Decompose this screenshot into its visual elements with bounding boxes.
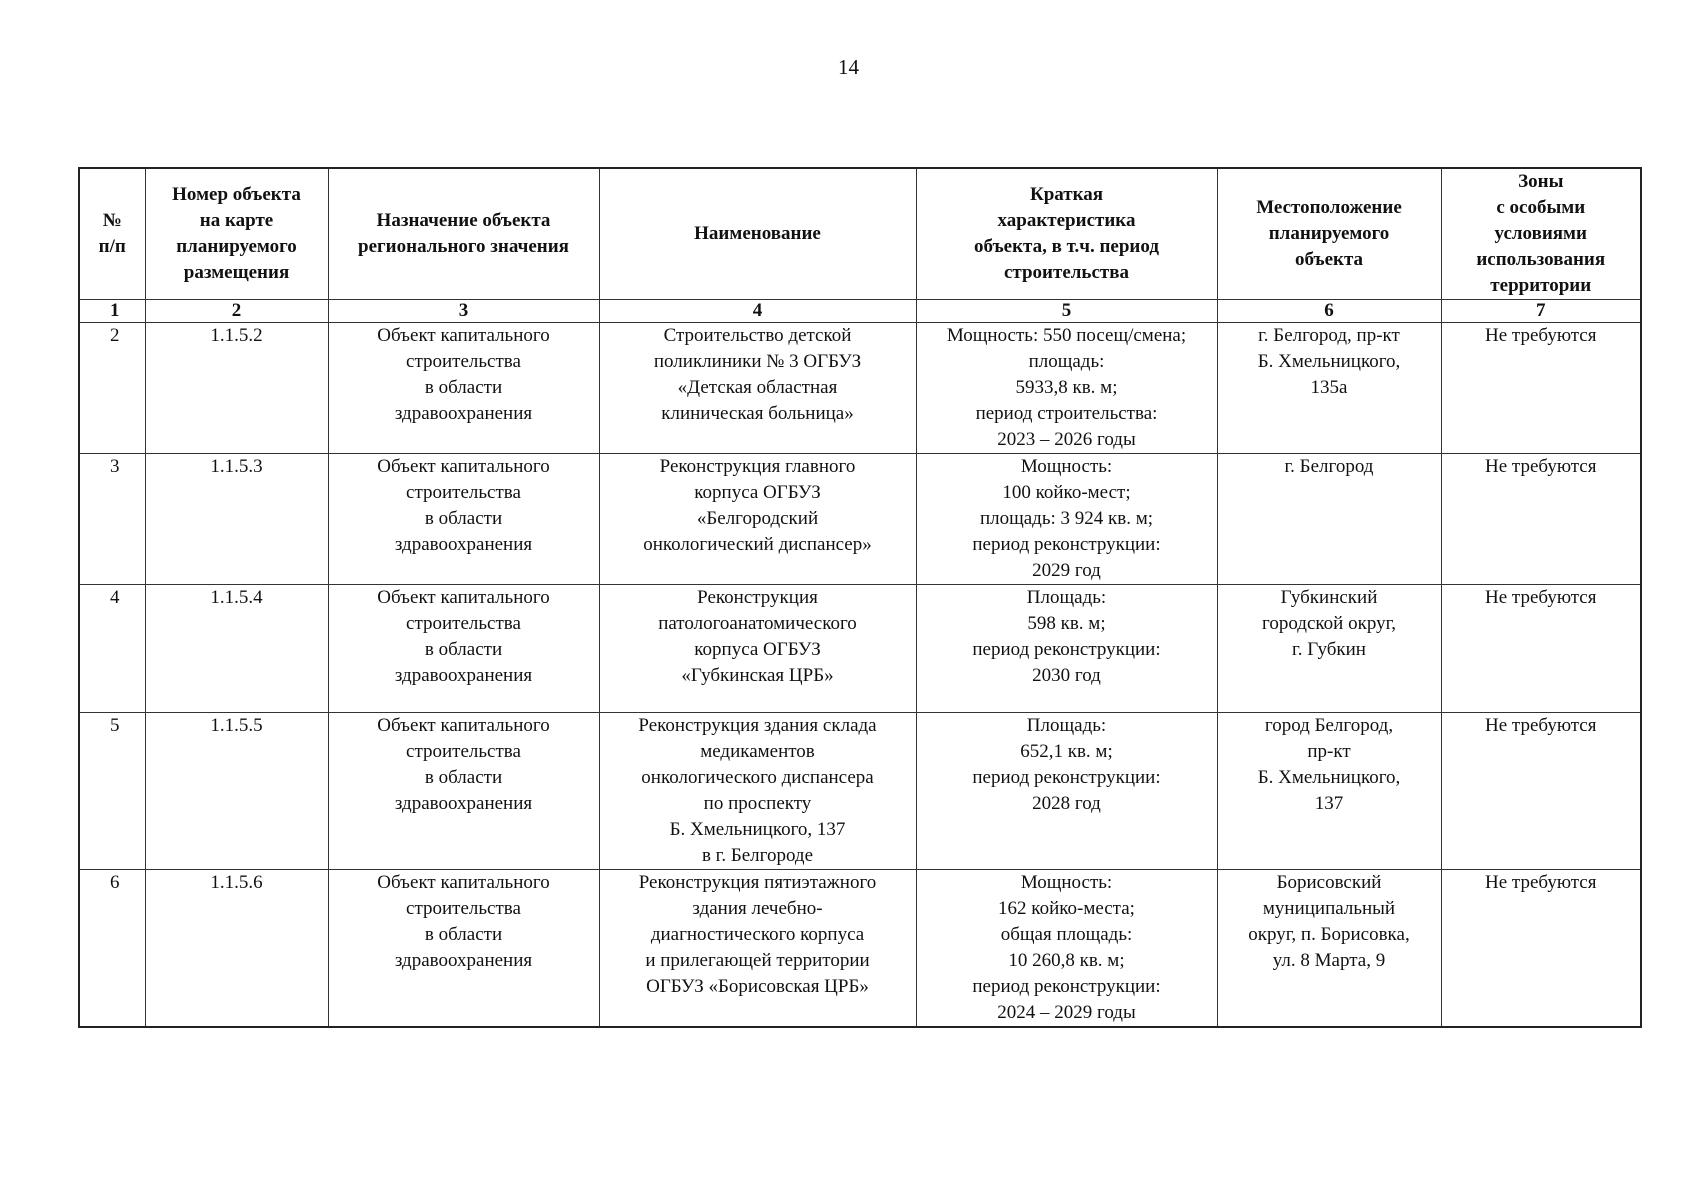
cell-zones: Не требуются [1441, 454, 1641, 585]
cell-purpose: Объект капитального строительства в области здравоохранения [328, 870, 599, 1028]
cell-location: Борисовский муниципальный округ, п. Борисовка, ул. 8 Марта, 9 [1217, 870, 1441, 1028]
cell-zones: Не требуются [1441, 585, 1641, 713]
column-number: 5 [916, 300, 1217, 323]
cell-purpose: Объект капитального строительства в области здравоохранения [328, 585, 599, 713]
column-number: 2 [145, 300, 328, 323]
cell-location: г. Белгород, пр-кт Б. Хмельницкого, 135а [1217, 323, 1441, 454]
cell-name: Реконструкция главного корпуса ОГБУЗ «Белгородский онкологический диспансер» [599, 454, 916, 585]
header-purpose: Назначение объекта регионального значения [328, 168, 599, 300]
cell-characteristics: Площадь: 652,1 кв. м; период реконструкции: 2028 год [916, 713, 1217, 870]
table-header-row [79, 168, 1641, 300]
column-number: 6 [1217, 300, 1441, 323]
cell-location: г. Белгород [1217, 454, 1441, 585]
column-number: 3 [328, 300, 599, 323]
cell-purpose: Объект капитального строительства в области здравоохранения [328, 713, 599, 870]
cell-zones: Не требуются [1441, 323, 1641, 454]
table-row [79, 870, 1641, 1028]
cell-map-number: 1.1.5.4 [145, 585, 328, 713]
cell-row-number: 5 [79, 713, 145, 870]
column-number-row [79, 300, 1641, 323]
cell-purpose: Объект капитального строительства в области здравоохранения [328, 323, 599, 454]
cell-row-number: 6 [79, 870, 145, 1028]
cell-row-number: 2 [79, 323, 145, 454]
cell-characteristics: Мощность: 162 койко-места; общая площадь: 10 260,8 кв. м; период реконструкции: 2024 – 2029 годы [916, 870, 1217, 1028]
cell-row-number: 4 [79, 585, 145, 713]
header-characteristics: Краткая характеристика объекта, в т.ч. период строительства [916, 168, 1217, 300]
cell-name: Строительство детской поликлиники № 3 ОГБУЗ «Детская областная клиническая больница» [599, 323, 916, 454]
cell-location: Губкинский городской округ, г. Губкин [1217, 585, 1441, 713]
cell-name: Реконструкция патологоанатомического корпуса ОГБУЗ «Губкинская ЦРБ» [599, 585, 916, 713]
header-zones: Зоны с особыми условиями использования территории [1441, 168, 1641, 300]
cell-map-number: 1.1.5.5 [145, 713, 328, 870]
planned-objects-table [78, 167, 1642, 1028]
table-row [79, 454, 1641, 585]
table-row [79, 323, 1641, 454]
table-row [79, 585, 1641, 713]
header-name: Наименование [599, 168, 916, 300]
column-number: 7 [1441, 300, 1641, 323]
cell-row-number: 3 [79, 454, 145, 585]
page-number: 14 [838, 55, 859, 79]
cell-characteristics: Мощность: 100 койко-мест; площадь: 3 924 кв. м; период реконструкции: 2029 год [916, 454, 1217, 585]
cell-characteristics: Площадь: 598 кв. м; период реконструкции: 2030 год [916, 585, 1217, 713]
planned-objects-table-container [78, 167, 1640, 1028]
cell-map-number: 1.1.5.3 [145, 454, 328, 585]
cell-map-number: 1.1.5.6 [145, 870, 328, 1028]
cell-zones: Не требуются [1441, 713, 1641, 870]
cell-map-number: 1.1.5.2 [145, 323, 328, 454]
cell-location: город Белгород, пр-кт Б. Хмельницкого, 137 [1217, 713, 1441, 870]
cell-purpose: Объект капитального строительства в области здравоохранения [328, 454, 599, 585]
table-row [79, 713, 1641, 870]
cell-name: Реконструкция здания склада медикаментов онкологического диспансера по проспекту Б. Хмельницкого, 137 в г. Белгороде [599, 713, 916, 870]
header-row-number: № п/п [79, 168, 145, 300]
cell-characteristics: Мощность: 550 посещ/смена; площадь: 5933,8 кв. м; период строительства: 2023 – 2026 годы [916, 323, 1217, 454]
header-location: Местоположение планируемого объекта [1217, 168, 1441, 300]
header-map-number: Номер объекта на карте планируемого размещения [145, 168, 328, 300]
cell-zones: Не требуются [1441, 870, 1641, 1028]
cell-name: Реконструкция пятиэтажного здания лечебно- диагностического корпуса и прилегающей территории ОГБУЗ «Борисовская ЦРБ» [599, 870, 916, 1028]
column-number: 1 [79, 300, 145, 323]
column-number: 4 [599, 300, 916, 323]
